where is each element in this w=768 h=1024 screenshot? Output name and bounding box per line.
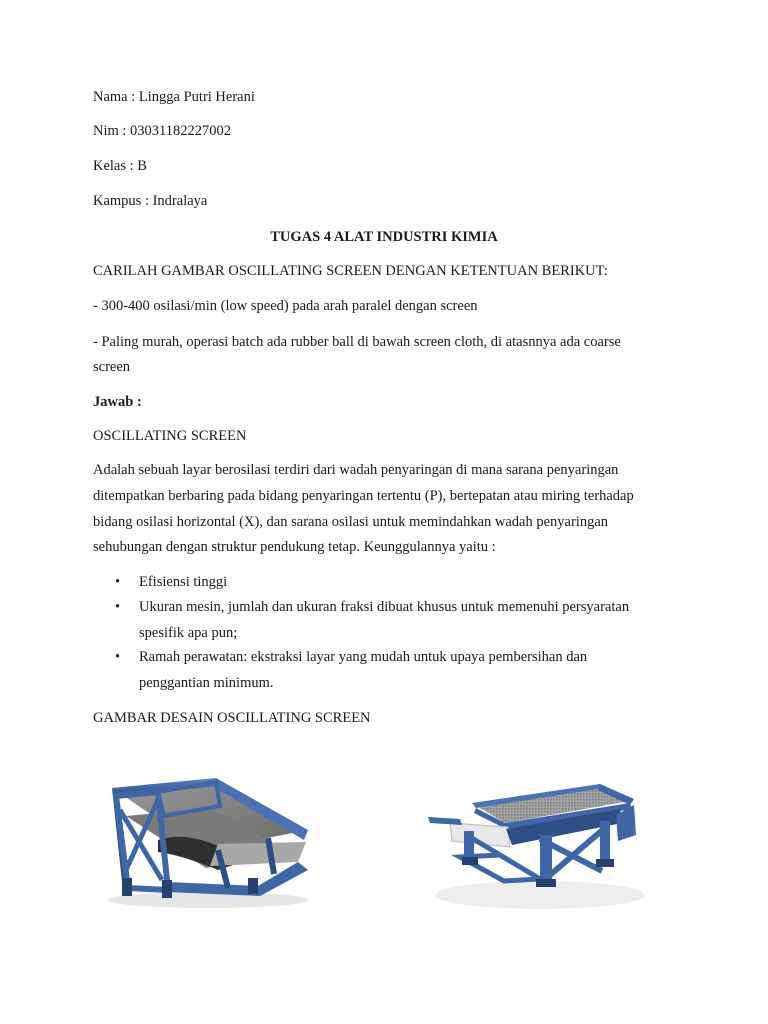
- bullet-marker: •: [115, 649, 121, 665]
- figure-heading: GAMBAR DESAIN OSCILLATING SCREEN: [93, 710, 371, 726]
- paragraph-line: Adalah sebuah layar berosilasi terdiri dari wadah penyaringan di mana sarana penyaringan: [93, 462, 619, 478]
- answer-subheading: OSCILLATING SCREEN: [93, 428, 247, 444]
- document-title: TUGAS 4 ALAT INDUSTRI KIMIA: [270, 229, 498, 245]
- bullet-item-text: Ramah perawatan: ekstraksi layar yang mudah untuk upaya pembersihan dan: [139, 649, 588, 665]
- bullet-item-text: Ukuran mesin, jumlah dan ukuran fraksi dibuat khusus untuk memenuhi persyaratan: [139, 599, 630, 615]
- student-campus: Kampus : Indralaya: [93, 193, 208, 209]
- bullet-item-text: Efisiensi tinggi: [139, 574, 228, 590]
- oscillating-screen-image-1: [98, 770, 318, 910]
- bullet-item-text: spesifik apa pun;: [139, 625, 238, 641]
- task-item-2-line-2: screen: [93, 359, 131, 375]
- student-class: Kelas : B: [93, 158, 147, 174]
- bullet-marker: •: [115, 599, 121, 615]
- task-item-1: - 300-400 osilasi/min (low speed) pada arah paralel dengan screen: [93, 298, 478, 314]
- task-item-2-line-1: - Paling murah, operasi batch ada rubber ball di bawah screen cloth, di atasnnya ada coarse: [93, 334, 621, 350]
- task-heading: CARILAH GAMBAR OSCILLATING SCREEN DENGAN KETENTUAN BERIKUT:: [93, 263, 608, 279]
- student-nim: Nim : 03031182227002: [93, 123, 232, 139]
- paragraph-line: ditempatkan berbaring pada bidang penyaringan tertentu (P), bertepatan atau miring terhadap: [93, 488, 634, 504]
- bullet-marker: •: [115, 574, 121, 590]
- student-name: Nama : Lingga Putri Herani: [93, 89, 255, 105]
- paragraph-line: sehubungan dengan struktur pendukung tetap. Keunggulannya yaitu :: [93, 539, 496, 555]
- paragraph-line: bidang osilasi horizontal (X), dan sarana osilasi untuk memindahkan wadah penyaringan: [93, 514, 609, 530]
- answer-label: Jawab :: [93, 394, 142, 410]
- oscillating-screen-image-2: [420, 765, 650, 915]
- bullet-item-text: penggantian minimum.: [139, 675, 274, 691]
